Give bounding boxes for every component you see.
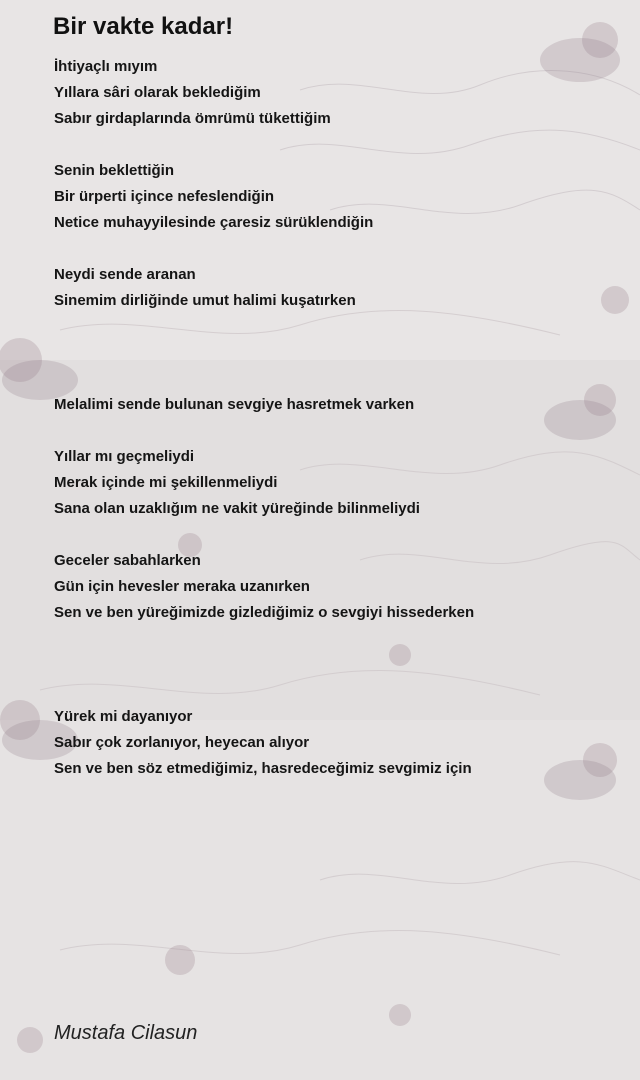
stanza-gap [54,522,624,548]
stanza-1 [54,54,624,132]
poem-line: Melalimi sende bulunan sevgiye hasretmek varken [54,396,415,413]
poem-line: Geceler sabahlarken [54,552,201,569]
stanza-gap [54,314,624,392]
poem-line: Yıllara sâri olarak beklediğim [54,84,261,101]
poem-line: Sen ve ben yüreğimizde gizlediğimiz o sevgiyi hissederken [54,604,475,621]
stanza-gap [54,236,624,262]
stanza-gap [54,132,624,158]
stanza-gap [54,418,624,444]
poem-line: Sabır girdaplarında ömrümü tükettiğim [54,110,331,127]
stanza-4 [54,392,624,418]
poem-line: Merak içinde mi şekillenmeliydi [54,474,278,491]
stanza-5 [54,444,624,522]
poem-line: Gün için hevesler meraka uzanırken [54,578,310,595]
poem-line: Sinemim dirliğinde umut halimi kuşatırken [54,292,356,309]
poem-title: Bir vakte kadar! [53,13,234,40]
poem-line: Bir ürperti içince nefeslendiğin [54,188,275,205]
poem-line: Netice muhayyilesinde çaresiz sürüklendiğin [54,214,374,231]
poem-line: Sabır çok zorlanıyor, heyecan alıyor [54,734,310,751]
stanza-3 [54,262,624,314]
stanza-gap [54,626,624,704]
poem-line: Yıllar mı geçmeliydi [54,448,195,465]
stanza-7 [54,704,624,782]
poem-body [54,54,624,782]
poem-line: İhtiyaçlı mıyım [54,58,158,75]
stanza-6 [54,548,624,626]
poem-line: Neydi sende aranan [54,266,196,283]
poem-line: Sen ve ben söz etmediğimiz, hasredeceğimiz sevgimiz için [54,760,472,777]
poem-line: Senin beklettiğin [54,162,175,179]
poem-line: Sana olan uzaklığım ne vakit yüreğinde bilinmeliydi [54,500,420,517]
stanza-2 [54,158,624,236]
poem-line: Yürek mi dayanıyor [54,708,193,725]
poem-author: Mustafa Cilasun [54,1022,198,1044]
